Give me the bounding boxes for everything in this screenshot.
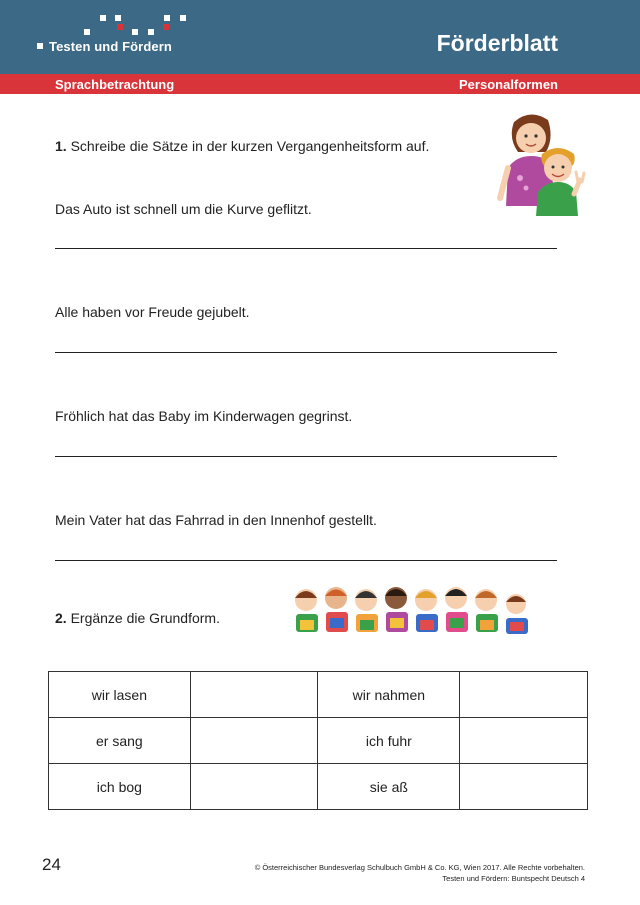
source-line: Testen und Fördern: Buntspecht Deutsch 4 [442, 874, 585, 883]
task-2-number: 2. [55, 610, 67, 626]
copyright-line: © Österreichischer Bundesverlag Schulbuch GmbH & Co. KG, Wien 2017. Alle Rechte vorbehalten. [254, 863, 585, 872]
page-header [0, 0, 640, 74]
sentence-4: Mein Vater hat das Fahrrad in den Innenhof gestellt. [55, 512, 377, 528]
answer-line-3[interactable] [55, 456, 557, 457]
page-title: Förderblatt [436, 30, 558, 56]
sentence-1: Das Auto ist schnell um die Kurve geflitzt. [55, 201, 312, 217]
task-2-instruction [55, 610, 220, 626]
reading-children-illustration [292, 578, 532, 642]
grundform-table [48, 671, 588, 810]
table-cell: ich bog [49, 764, 191, 810]
table-row [49, 718, 588, 764]
copyright-notice [255, 862, 585, 884]
task-1-number: 1. [55, 138, 67, 154]
answer-cell[interactable] [460, 672, 588, 718]
task-2-text: Ergänze die Grundform. [70, 610, 220, 626]
answer-cell[interactable] [460, 718, 588, 764]
answer-cell[interactable] [190, 764, 318, 810]
subject-label: Sprachbetrachtung [55, 77, 175, 92]
answer-cell[interactable] [190, 672, 318, 718]
table-cell: wir nahmen [318, 672, 460, 718]
task-1-text: Schreibe die Sätze in der kurzen Vergangenheitsform auf. [70, 138, 430, 154]
task-1-instruction [55, 138, 429, 154]
table-cell: er sang [49, 718, 191, 764]
table-row [49, 764, 588, 810]
table-cell: wir lasen [49, 672, 191, 718]
answer-line-1[interactable] [55, 248, 557, 249]
logo-mark [0, 0, 200, 40]
sentence-3: Fröhlich hat das Baby im Kinderwagen gegrinst. [55, 408, 353, 424]
table-cell: ich fuhr [318, 718, 460, 764]
logo-text: Testen und Fördern [37, 39, 172, 54]
page-number: 24 [42, 855, 61, 874]
answer-cell[interactable] [460, 764, 588, 810]
children-illustration [496, 108, 586, 216]
answer-line-2[interactable] [55, 352, 557, 353]
sentence-2: Alle haben vor Freude gejubelt. [55, 304, 250, 320]
answer-line-4[interactable] [55, 560, 557, 561]
table-row [49, 672, 588, 718]
table-cell: sie aß [318, 764, 460, 810]
topic-label: Personalformen [459, 77, 558, 92]
answer-cell[interactable] [190, 718, 318, 764]
